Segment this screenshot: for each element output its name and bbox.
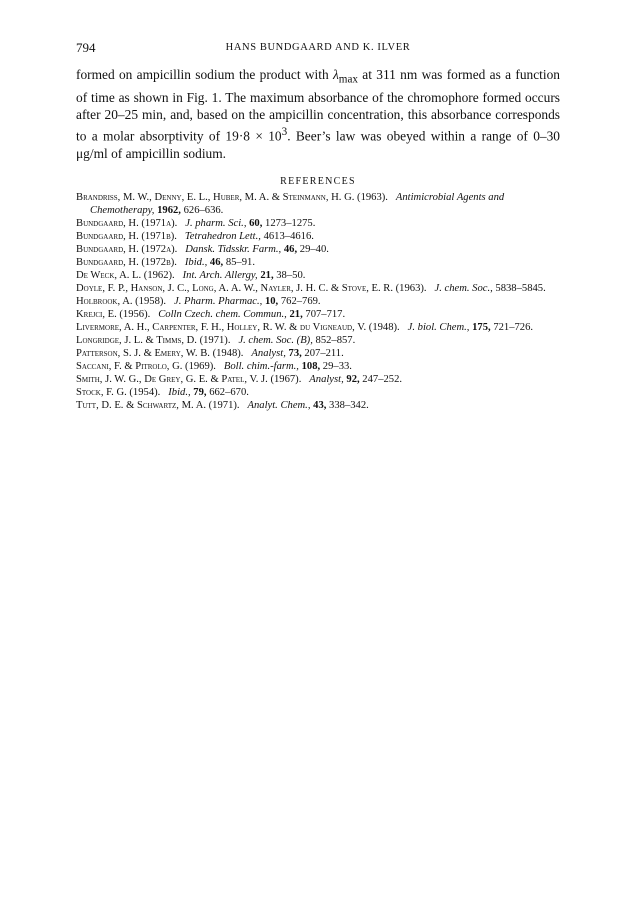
reference-journal: Ibid., — [184, 256, 208, 268]
reference-authors: Bundgaard, H. (1971b). — [76, 230, 177, 242]
reference-pages: 338–342. — [329, 399, 369, 411]
reference-entry — [76, 399, 560, 412]
reference-pages: 38–50. — [276, 269, 306, 281]
reference-journal: J. chem. Soc., — [434, 282, 493, 294]
reference-journal: Analyt. Chem., — [247, 399, 311, 411]
reference-entry — [76, 360, 560, 373]
lambda-symbol: λ — [332, 67, 339, 82]
body-text-part: formed on ampicillin sodium the product with — [76, 67, 333, 82]
reference-journal: Ibid., — [168, 386, 191, 398]
reference-authors: Livermore, A. H., Carpenter, F. H., Holley, R. W. & du Vigneaud, V. (1948). — [76, 321, 400, 333]
references-heading: REFERENCES — [280, 175, 356, 187]
reference-entry — [76, 217, 560, 230]
reference-authors: Bundgaard, H. (1972b). — [76, 256, 177, 268]
reference-pages: 247–252. — [362, 373, 403, 385]
reference-volume: 43, — [313, 399, 327, 411]
reference-volume: 21, — [289, 308, 303, 320]
reference-pages: 207–211. — [304, 347, 344, 359]
reference-authors: Krejci, E. (1956). — [76, 308, 151, 320]
reference-pages: 1273–1275. — [265, 217, 316, 229]
reference-authors: Bundgaard, H. (1972a). — [76, 243, 178, 255]
reference-journal: Antimicrobial Agents and Chemotherapy, — [90, 191, 505, 216]
reference-volume: 21, — [260, 269, 274, 281]
reference-entry — [76, 347, 560, 360]
reference-journal: Analyst, — [309, 373, 344, 385]
reference-list — [76, 191, 560, 412]
reference-journal: J. Pharm. Pharmac., — [174, 295, 263, 307]
reference-volume: 73, — [288, 347, 302, 359]
reference-journal: J. pharm. Sci., — [185, 217, 247, 229]
body-text-part: . Beer’s law was obeyed within a range of 0–30 μg/ml of ampicillin sodium. — [76, 128, 560, 161]
page-header — [76, 40, 560, 58]
reference-journal: J. chem. Soc. (B), — [238, 334, 313, 346]
reference-entry — [76, 386, 560, 399]
page-number: 794 — [76, 40, 96, 55]
reference-volume: 46, — [283, 243, 298, 255]
reference-journal: Analyst, — [251, 347, 286, 359]
reference-volume: 46, — [209, 256, 224, 268]
reference-entry — [76, 308, 560, 321]
reference-entry — [76, 282, 560, 295]
reference-entry — [76, 191, 560, 217]
reference-volume: 1962, — [157, 204, 181, 216]
reference-volume: 79, — [193, 386, 207, 398]
reference-entry — [76, 373, 560, 386]
reference-entry — [76, 243, 560, 256]
reference-entry — [76, 334, 560, 347]
reference-authors: Tutt, D. E. & Schwartz, M. A. (1971). — [76, 399, 240, 411]
reference-pages: 29–33. — [322, 360, 352, 372]
reference-volume: 108, — [301, 360, 321, 372]
reference-entry — [76, 230, 560, 243]
reference-journal: J. biol. Chem., — [407, 321, 470, 333]
reference-volume: 60, — [249, 217, 263, 229]
reference-pages: 707–717. — [305, 308, 346, 320]
reference-pages: 626–636. — [183, 204, 224, 216]
reference-authors: Doyle, F. P., Hanson, J. C., Long, A. A. W., Nayler, J. H. C. & Stove, E. R. (1963). — [76, 282, 427, 294]
reference-pages: 85–91. — [225, 256, 255, 268]
reference-volume: 10, — [264, 295, 279, 307]
reference-authors: Holbrook, A. (1958). — [76, 295, 167, 307]
reference-volume: 92, — [346, 373, 360, 385]
reference-pages: 721–726. — [493, 321, 534, 333]
body-text-part: at 311 nm was formed as a function of time as shown in Fig. 1. The maximum absorbance of the chromophore formed occurs after 20–25 min, and, based on the ampicillin concentration, this absorbance corresponds to a molar absorptivity of 19·8 × 10 — [76, 67, 560, 144]
reference-entry — [76, 295, 560, 308]
reference-volume: 175, — [472, 321, 491, 333]
reference-entry — [76, 256, 560, 269]
reference-authors: Brandriss, M. W., Denny, E. L., Huber, M. A. & Steinmann, H. G. (1963). — [76, 191, 388, 203]
running-head: HANS BUNDGAARD AND K. ILVER — [225, 42, 411, 53]
reference-authors: Smith, J. W. G., De Grey, G. E. & Patel, V. J. (1967). — [76, 373, 302, 385]
reference-pages: 5838–5845. — [495, 282, 546, 294]
reference-authors: Saccani, F. & Pitrolo, G. (1969). — [76, 360, 216, 372]
body-paragraph — [76, 66, 560, 162]
reference-authors: Bundgaard, H. (1971a). — [76, 217, 178, 229]
reference-journal: Boll. chim.-farm., — [223, 360, 299, 372]
page — [76, 40, 560, 412]
reference-journal: Tetrahedron Lett., — [184, 230, 261, 242]
reference-journal: Dansk. Tidsskr. Farm., — [185, 243, 282, 255]
reference-authors: De Weck, A. L. (1962). — [76, 269, 175, 281]
reference-entry — [76, 321, 560, 334]
reference-pages: 762–769. — [280, 295, 321, 307]
reference-authors: Stock, F. G. (1954). — [76, 386, 161, 398]
exponent: 3 — [281, 125, 288, 138]
reference-pages: 4613–4616. — [263, 230, 314, 242]
reference-journal: Colln Czech. chem. Commun., — [158, 308, 287, 320]
reference-pages: 29–40. — [299, 243, 329, 255]
lambda-subscript: max — [338, 73, 358, 86]
reference-authors: Longridge, J. L. & Timms, D. (1971). — [76, 334, 231, 346]
reference-journal: Int. Arch. Allergy, — [182, 269, 258, 281]
reference-pages: 852–857. — [315, 334, 356, 346]
reference-authors: Patterson, S. J. & Emery, W. B. (1948). — [76, 347, 244, 359]
reference-pages: 662–670. — [209, 386, 249, 398]
reference-entry — [76, 269, 560, 282]
